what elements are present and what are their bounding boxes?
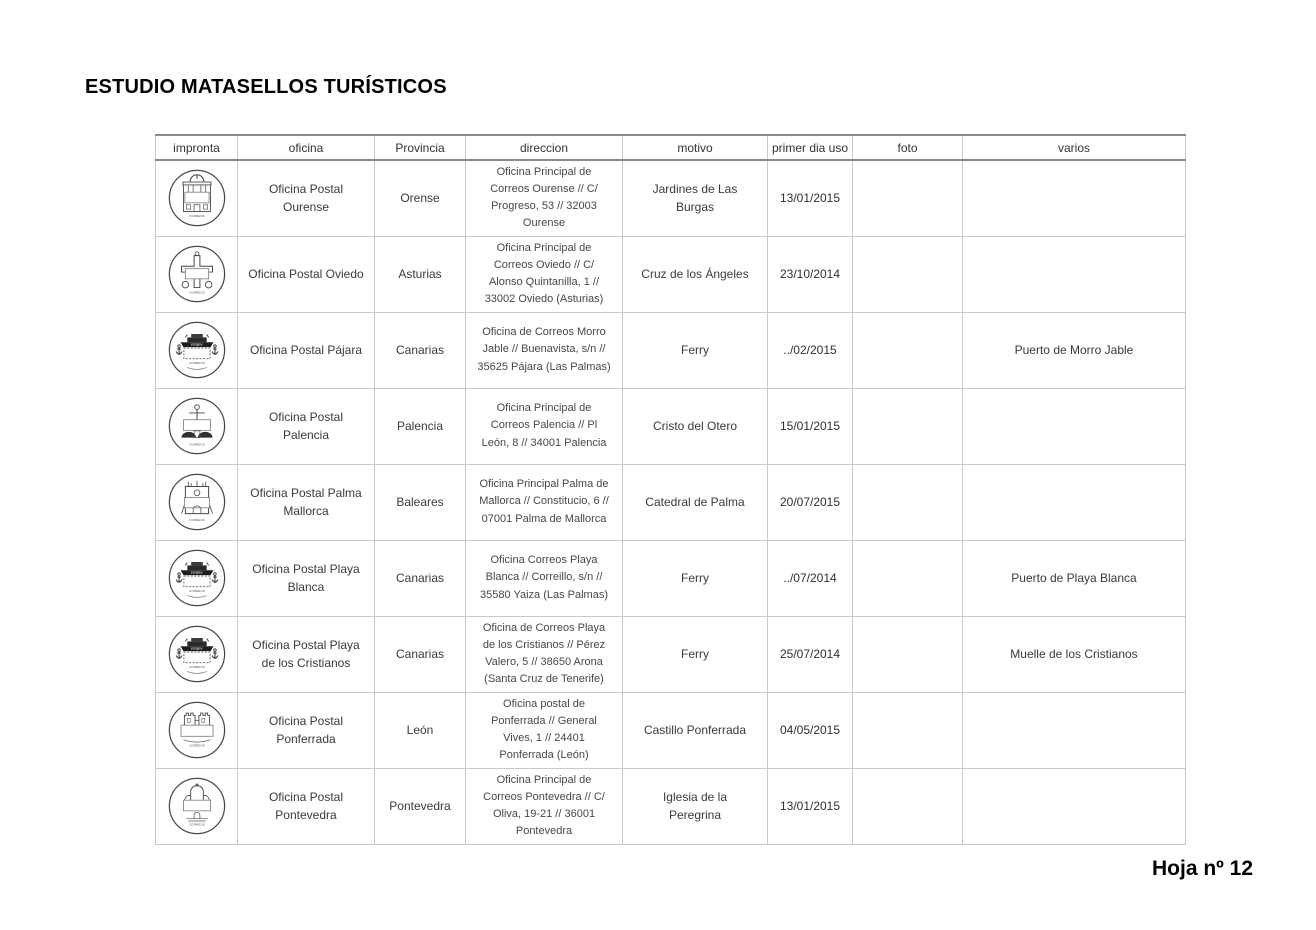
foto-cell (853, 540, 963, 616)
table-row (156, 616, 1186, 692)
oficina-cell: Oficina Postal Palma Mallorca (238, 464, 375, 540)
col-header-direccion: direccion (466, 135, 623, 160)
svg-text:CORREOS: CORREOS (188, 517, 205, 522)
primer-dia-uso-cell: ../02/2015 (768, 312, 853, 388)
oficina-cell: Oficina Postal Ourense (238, 160, 375, 236)
table-row (156, 540, 1186, 616)
foto-cell (853, 692, 963, 768)
svg-text:CORREOS: CORREOS (188, 442, 205, 447)
motivo-cell: Iglesia de la Peregrina (623, 768, 768, 844)
table-row (156, 388, 1186, 464)
col-header-foto: foto (853, 135, 963, 160)
primer-dia-uso-cell: 20/07/2015 (768, 464, 853, 540)
varios-cell: Muelle de los Cristianos (963, 616, 1186, 692)
clipped-header-text: primer dia uso (771, 140, 849, 155)
primer-dia-uso-cell: 25/07/2014 (768, 616, 853, 692)
motivo-cell: Ferry (623, 312, 768, 388)
primer-dia-uso-cell: 23/10/2014 (768, 236, 853, 312)
varios-cell (963, 160, 1186, 236)
foto-cell (853, 388, 963, 464)
table-row (156, 692, 1186, 768)
col-header-provincia: Provincia (375, 135, 466, 160)
svg-text:CORREOS: CORREOS (188, 589, 205, 594)
motivo-cell: Castillo Ponferrada (623, 692, 768, 768)
svg-text:FERRY: FERRY (190, 343, 203, 348)
table-body (156, 160, 1186, 844)
direccion-cell: Oficina de Correos Morro Jable // Buenavista, s/n // 35625 Pájara (Las Palmas) (466, 312, 623, 388)
direccion-cell: Oficina Principal de Correos Pontevedra // C/ Oliva, 19-21 // 36001 Pontevedra (466, 768, 623, 844)
oficina-cell: Oficina Postal Oviedo (238, 236, 375, 312)
svg-text:CORREOS: CORREOS (188, 361, 205, 366)
impronta-cell (156, 692, 238, 768)
direccion-cell: Oficina Principal de Correos Ourense // C/ Progreso, 53 // 32003 Ourense (466, 160, 623, 236)
provincia-cell: Asturias (375, 236, 466, 312)
provincia-cell: Palencia (375, 388, 466, 464)
foto-cell (853, 236, 963, 312)
ferry-stamp (157, 623, 236, 685)
church-stamp (157, 775, 236, 837)
primer-dia-uso-cell: 04/05/2015 (768, 692, 853, 768)
provincia-cell: Pontevedra (375, 768, 466, 844)
motivo-cell: Cruz de los Ángeles (623, 236, 768, 312)
provincia-cell: Baleares (375, 464, 466, 540)
provincia-cell: Canarias (375, 540, 466, 616)
svg-text:CORREOS: CORREOS (188, 290, 205, 295)
svg-text:FERRY: FERRY (190, 571, 203, 576)
oficina-cell: Oficina Postal Palencia (238, 388, 375, 464)
primer-dia-uso-cell: 13/01/2015 (768, 160, 853, 236)
col-header-primer-dia-uso (768, 135, 853, 160)
statue-stamp (157, 395, 236, 457)
table-row (156, 160, 1186, 236)
header-row (156, 135, 1186, 160)
oficina-cell: Oficina Postal Pontevedra (238, 768, 375, 844)
col-header-motivo: motivo (623, 135, 768, 160)
oficina-cell: Oficina Postal Playa Blanca (238, 540, 375, 616)
col-header-oficina: oficina (238, 135, 375, 160)
monument-dome-stamp (157, 167, 236, 229)
foto-cell (853, 616, 963, 692)
provincia-cell: Canarias (375, 616, 466, 692)
foto-cell (853, 312, 963, 388)
primer-dia-uso-cell: 15/01/2015 (768, 388, 853, 464)
motivo-cell: Ferry (623, 616, 768, 692)
cross-stamp (157, 243, 236, 305)
col-header-impronta: impronta (156, 135, 238, 160)
motivo-cell: Ferry (623, 540, 768, 616)
svg-text:FERRY: FERRY (190, 647, 203, 652)
oficina-cell: Oficina Postal Ponferrada (238, 692, 375, 768)
oficina-cell: Oficina Postal Playa de los Cristianos (238, 616, 375, 692)
impronta-cell (156, 616, 238, 692)
table-row (156, 236, 1186, 312)
provincia-cell: Canarias (375, 312, 466, 388)
provincia-cell: León (375, 692, 466, 768)
impronta-cell (156, 312, 238, 388)
matasellos-table (155, 134, 1186, 845)
direccion-cell: Oficina Principal Palma de Mallorca // Constitucio, 6 // 07001 Palma de Mallorca (466, 464, 623, 540)
table-row (156, 312, 1186, 388)
foto-cell (853, 768, 963, 844)
oficina-cell: Oficina Postal Pájara (238, 312, 375, 388)
varios-cell (963, 692, 1186, 768)
direccion-cell: Oficina Correos Playa Blanca // Correillo, s/n // 35580 Yaiza (Las Palmas) (466, 540, 623, 616)
direccion-cell: Oficina Principal de Correos Palencia // Pl León, 8 // 34001 Palencia (466, 388, 623, 464)
svg-text:CORREOS: CORREOS (188, 665, 205, 670)
motivo-cell: Jardines de Las Burgas (623, 160, 768, 236)
castle-stamp (157, 699, 236, 761)
impronta-cell (156, 464, 238, 540)
foto-cell (853, 160, 963, 236)
table-row (156, 768, 1186, 844)
direccion-cell: Oficina Principal de Correos Oviedo // C/ Alonso Quintanilla, 1 // 33002 Oviedo (Asturias) (466, 236, 623, 312)
varios-cell (963, 388, 1186, 464)
primer-dia-uso-cell: ../07/2014 (768, 540, 853, 616)
varios-cell: Puerto de Morro Jable (963, 312, 1186, 388)
col-header-varios: varios (963, 135, 1186, 160)
provincia-cell: Orense (375, 160, 466, 236)
ferry-stamp (157, 547, 236, 609)
varios-cell (963, 768, 1186, 844)
direccion-cell: Oficina de Correos Playa de los Cristianos // Pérez Valero, 5 // 38650 Arona (Santa Cruz de Tenerife) (466, 616, 623, 692)
varios-cell: Puerto de Playa Blanca (963, 540, 1186, 616)
page-title: ESTUDIO MATASELLOS TURÍSTICOS (85, 76, 447, 98)
varios-cell (963, 236, 1186, 312)
impronta-cell (156, 236, 238, 312)
foto-cell (853, 464, 963, 540)
table-header (156, 135, 1186, 160)
sheet-number: Hoja nº 12 (1152, 857, 1254, 880)
direccion-cell: Oficina postal de Ponferrada // General Vives, 1 // 24401 Ponferrada (León) (466, 692, 623, 768)
cathedral-stamp (157, 471, 236, 533)
svg-text:CORREOS: CORREOS (188, 743, 205, 748)
impronta-cell (156, 540, 238, 616)
table-row (156, 464, 1186, 540)
varios-cell (963, 464, 1186, 540)
primer-dia-uso-cell: 13/01/2015 (768, 768, 853, 844)
motivo-cell: Catedral de Palma (623, 464, 768, 540)
ferry-stamp (157, 319, 236, 381)
impronta-cell (156, 160, 238, 236)
motivo-cell: Cristo del Otero (623, 388, 768, 464)
svg-text:CORREOS: CORREOS (188, 214, 205, 219)
impronta-cell (156, 388, 238, 464)
svg-text:CORREOS: CORREOS (188, 822, 205, 827)
impronta-cell (156, 768, 238, 844)
